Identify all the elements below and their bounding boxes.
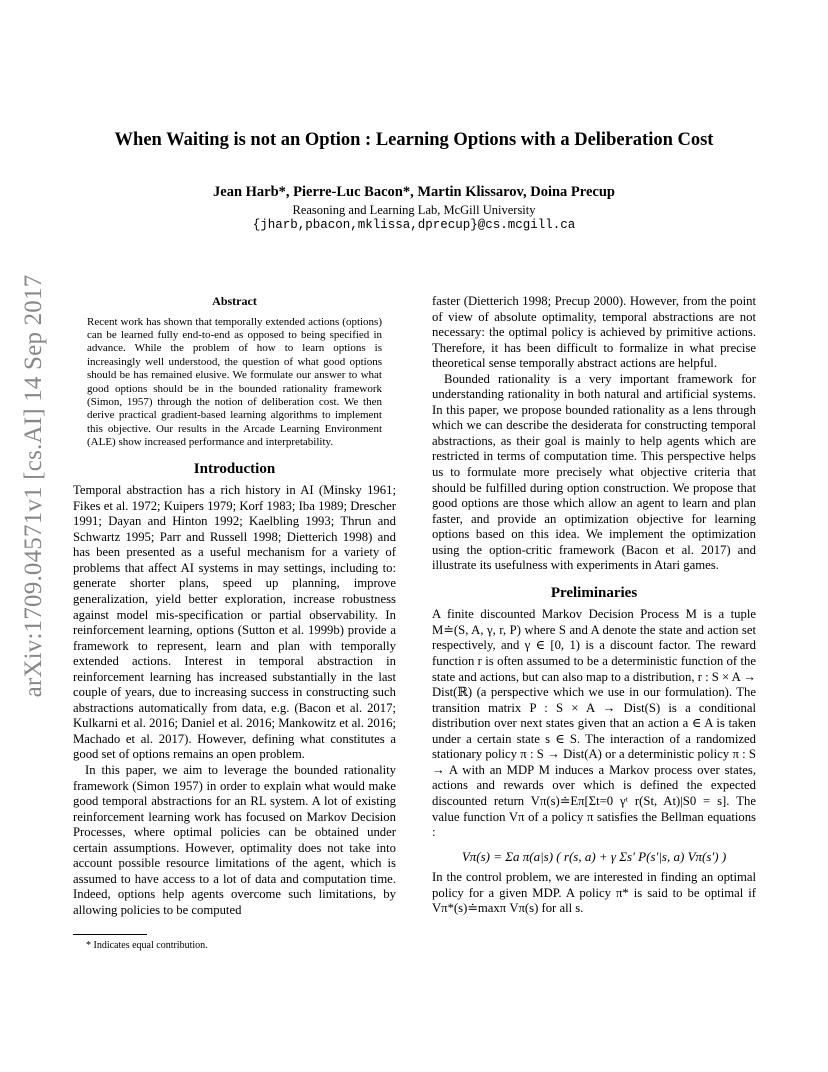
footnote: * Indicates equal contribution. bbox=[86, 940, 208, 951]
prelim-paragraph-1: A finite discounted Markov Decision Process M is a tuple M≐(S, A, γ, r, P) where S and A denote the state and action set respectively, and γ ∈ [0, 1) is a discount factor. The reward function r is often assumed to be a deterministic function of the state and actions, but can also map to a distribution, r : S × A → Dist(ℝ) (a perspective which we use in our formulation). The transition matrix P : S × A → Dist(S) is a conditional distribution over next states given that an action a ∈ A is taken under a certain state s ∈ S. The interaction of a randomized stationary policy π : S → Dist(A) or a deterministic policy π : S → A with an MDP M induces a Markov process over states, actions and rewards over which is defined the expected discounted return Vπ(s)≐Eπ[Σt=0 γᵗ r(St, At)|S0 = s]. The value function Vπ of a policy π satisfies the Bellman equations : bbox=[432, 607, 756, 840]
bellman-equation: Vπ(s) = Σa π(a|s) ( r(s, a) + γ Σs′ P(s′|s, a) Vπ(s′) ) bbox=[461, 848, 727, 864]
abstract-body: Recent work has shown that temporally extended actions (options) can be learned fully end-to-end as opposed to being specified in advance. While the problem of how to learn options is increasingly well understood, the question of what good options should be has remained elusive. We formulate our answer to what good options should be in the bounded rationality framework (Simon, 1957) through the notion of deliberation cost. We then derive practical gradient-based learning algorithms to implement this objective. Our results in the Arcade Learning Environment (ALE) show increased performance and interpretability. bbox=[87, 315, 382, 449]
arxiv-id: arXiv:1709.04571v1 [cs.AI] 14 Sep 2017 bbox=[20, 274, 47, 698]
introduction-heading: Introduction bbox=[193, 460, 276, 477]
emails: {jharb,pbacon,mklissa,dprecup}@cs.mcgill.ca bbox=[252, 218, 576, 232]
intro-paragraph-2: In this paper, we aim to leverage the bounded rationality framework (Simon 1957) in order to explain what would make good temporal abstractions for an RL system. A lot of existing reinforcement learning work has focused on Markov Decision Processes, where optimal policies can be obtained under certain assumptions. However, optimality does not take into account possible resource limitations of the agent, which is assumed to have access to a lot of data and computation time. Indeed, options help agents overcome such limitations, by allowing policies to be computed bbox=[73, 763, 396, 917]
prelim-paragraph-2: In the control problem, we are interested in finding an optimal policy for a given MDP. A policy π* is said to be optimal if Vπ*(s)≐maxπ Vπ(s) for all s. bbox=[432, 870, 756, 916]
paper-title: When Waiting is not an Option : Learning Options with a Deliberation Cost bbox=[114, 130, 714, 150]
right-column bbox=[432, 294, 756, 917]
intro-paragraph-3: faster (Dietterich 1998; Precup 2000). However, from the point of view of absolute optimality, temporal abstractions are not necessary: the optimal policy is achieved by primitive actions. Therefore, it has been difficult to formalize in what precise theoretical sense temporally abstract actions are helpful. bbox=[432, 294, 756, 371]
preliminaries-heading: Preliminaries bbox=[550, 584, 638, 601]
arxiv-watermark bbox=[14, 274, 54, 698]
intro-paragraph-1: Temporal abstraction has a rich history in AI (Minsky 1961; Fikes et al. 1972; Kuipers 1979; Korf 1983; Iba 1989; Drescher 1991; Dayan and Hinton 1992; Kaelbling 1993; Thrun and Schwartz 1995; Parr and Russell 1998; Dietterich 1998) and has been presented as a useful mechanism for a variety of problems that affect AI systems in may settings, including to: generate shorter plans, speed up planning, improve generalization, yield better exploration, increase robustness against model mis-specification or partial observability. In reinforcement learning, options (Sutton et al. 1999b) provide a framework to represent, learn and plan with temporally extended actions. Interest in temporal abstraction in reinforcement learning has increased substantially in the last couple of years, due to increasing success in constructing such abstractions automatically from data, e.g. (Bacon et al. 2017; Kulkarni et al. 2016; Daniel et al. 2016; Mankowitz et al. 2016; Machado et al. 2017). However, defining what constitutes a good set of options remains an open problem. bbox=[73, 483, 396, 762]
intro-paragraph-4: Bounded rationality is a very important framework for understanding rationality in both natural and artificial systems. In this paper, we propose bounded rationality as a lens through which we can describe the desiderata for constructing temporal abstractions, as their goal is mainly to help agents which are restricted in terms of computation time. This perspective helps us to formulate more precisely what objective criteria that should be fulfilled during option construction. We propose that good options are those which allow an agent to learn and plan faster, and provide an optimization objective for learning options based on this idea. We implement the optimization using the option-critic framework (Bacon et al. 2017) and illustrate its usefulness with experiments in Atari games. bbox=[432, 371, 756, 573]
left-column bbox=[73, 294, 396, 918]
affiliation: Reasoning and Learning Lab, McGill University bbox=[292, 203, 536, 217]
abstract-heading: Abstract bbox=[212, 294, 257, 308]
footnote-rule bbox=[73, 934, 147, 935]
authors: Jean Harb*, Pierre-Luc Bacon*, Martin Klissarov, Doina Precup bbox=[213, 184, 615, 200]
